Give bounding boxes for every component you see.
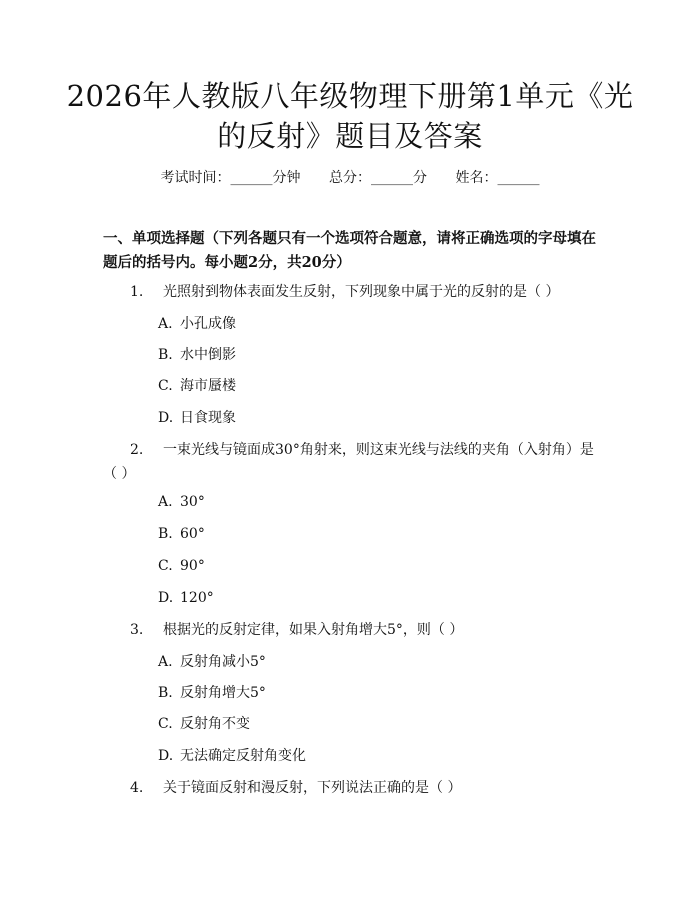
question-number: 1. <box>130 284 144 300</box>
option-text: 无法确定反射角变化 <box>180 748 306 764</box>
option-text: 90° <box>180 558 205 574</box>
question-text: 关于镜面反射和漫反射，下列说法正确的是（ ） <box>163 780 462 796</box>
question-number: 4. <box>130 780 144 796</box>
option-letter: C. <box>158 716 173 732</box>
option-1d <box>158 408 236 428</box>
question-2 <box>103 438 603 486</box>
question-3 <box>103 618 603 642</box>
option-text: 反射角不变 <box>180 716 250 732</box>
question-text: 光照射到物体表面发生反射，下列现象中属于光的反射的是（ ） <box>163 284 560 300</box>
section-heading: 一、单项选择题（下列各题只有一个选项符合题意，请将正确选项的字母填在题后的括号内。每小题2分，共20分） <box>103 230 596 271</box>
question-text: 一束光线与镜面成30°角射来，则这束光线与法线的夹角（入射角）是（ ） <box>103 442 594 482</box>
question-text: 根据光的反射定律，如果入射角增大5°，则（ ） <box>163 622 464 638</box>
option-2a <box>158 492 205 512</box>
option-2c <box>158 556 205 576</box>
option-text: 日食现象 <box>180 410 236 426</box>
exam-score: 总分：______分 <box>329 170 427 186</box>
option-1c <box>158 376 236 396</box>
student-name: 姓名：______ <box>455 170 540 186</box>
option-text: 反射角减小5° <box>180 654 266 670</box>
option-letter: B. <box>158 347 173 363</box>
option-letter: B. <box>158 685 173 701</box>
document-title: 2026年人教版八年级物理下册第1单元《光的反射》题目及答案 <box>66 79 634 153</box>
option-letter: A. <box>158 494 173 510</box>
option-1b <box>158 345 236 365</box>
option-letter: C. <box>158 378 173 394</box>
exam-meta <box>0 167 700 187</box>
option-text: 60° <box>180 526 205 542</box>
option-3c <box>158 714 250 734</box>
option-3d <box>158 746 306 766</box>
option-3b <box>158 683 266 703</box>
option-letter: A. <box>158 316 173 332</box>
option-letter: C. <box>158 558 173 574</box>
option-text: 反射角增大5° <box>180 685 266 701</box>
option-2d <box>158 588 214 608</box>
question-1 <box>103 280 603 304</box>
option-text: 小孔成像 <box>180 316 236 332</box>
option-2b <box>158 524 205 544</box>
option-text: 30° <box>180 494 205 510</box>
option-1a <box>158 314 236 334</box>
question-4 <box>103 776 603 800</box>
option-text: 海市蜃楼 <box>180 378 236 394</box>
option-letter: A. <box>158 654 173 670</box>
option-letter: D. <box>158 748 174 764</box>
option-letter: D. <box>158 590 174 606</box>
question-number: 3. <box>130 622 144 638</box>
exam-time: 考试时间：______分钟 <box>160 170 301 186</box>
option-text: 120° <box>180 590 214 606</box>
option-3a <box>158 652 266 672</box>
question-number: 2. <box>130 442 144 458</box>
option-letter: D. <box>158 410 174 426</box>
option-letter: B. <box>158 526 173 542</box>
option-text: 水中倒影 <box>180 347 236 363</box>
